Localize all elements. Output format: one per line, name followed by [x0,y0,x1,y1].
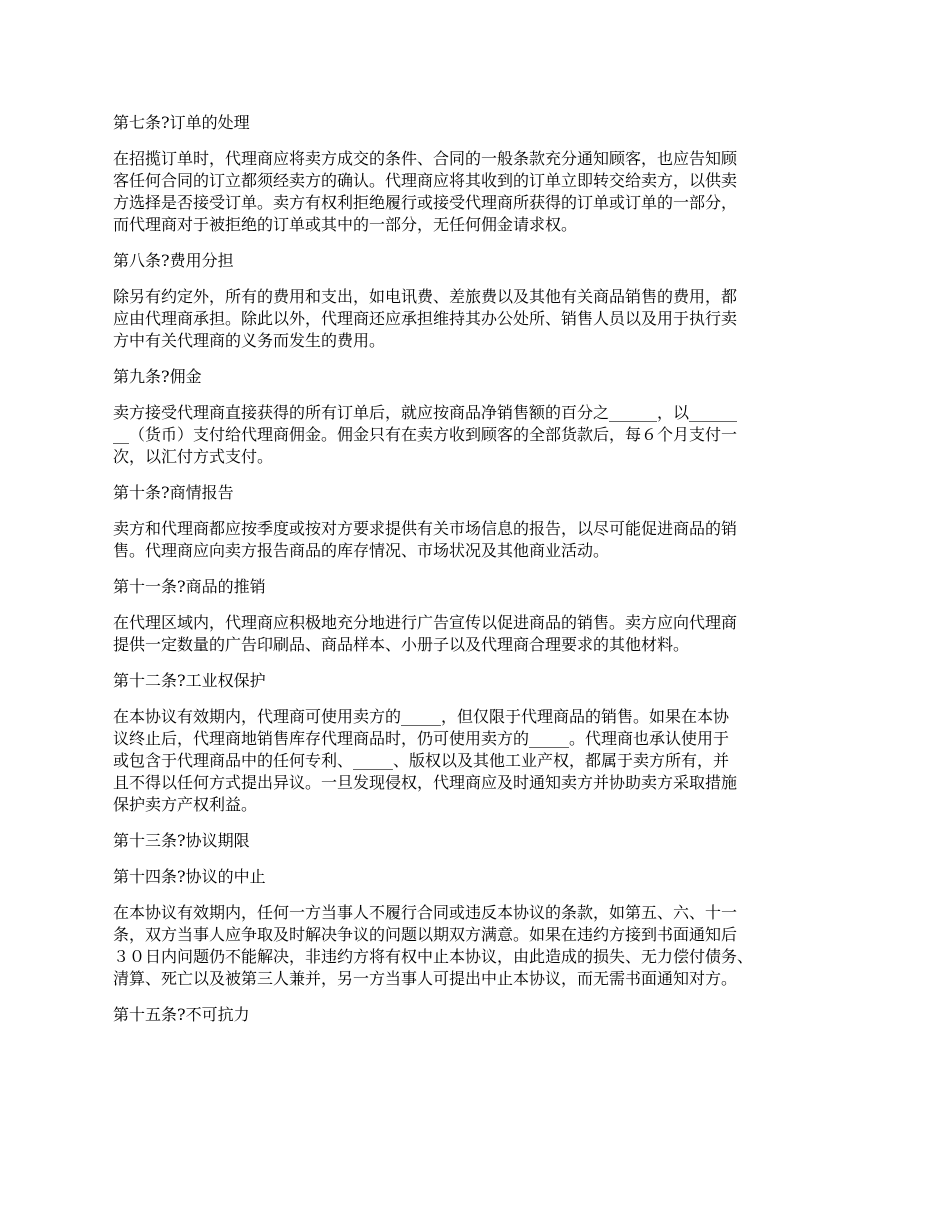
paragraph-line: 客任何合同的订立都须经卖方的确认。代理商应将其收到的订单立即转交给卖方，以供卖 [113,171,738,190]
section-heading: 第八条?费用分担 [113,251,234,270]
paragraph-line: 次，以汇付方式支付。 [113,447,274,466]
paragraph-line: 条，双方当事人应争取及时解决争议的问题以期双方满意。如果在违约方接到书面通知后 [113,925,738,944]
paragraph-line: 而代理商对于被拒绝的订单或其中的一部分，无任何佣金请求权。 [113,215,578,234]
paragraph-line: 且不得以任何方式提出异议。一旦发现侵权，代理商应及时通知卖方并协助卖方采取措施 [113,773,738,792]
section-10 [113,482,843,576]
section-heading: 第九条?佣金 [113,367,202,386]
section-12 [113,670,843,830]
section-15 [113,1004,843,1026]
paragraph-line: 卖方接受代理商直接获得的所有订单后，就应按商品净销售额的百分之______，以______ [113,403,738,422]
section-heading: 第十三条?协议期限 [113,831,250,850]
paragraph-line: 方中有关代理商的义务而发生的费用。 [113,331,386,350]
section-heading: 第十五条?不可抗力 [113,1005,250,1024]
paragraph-line: 在本协议有效期内，任何一方当事人不履行合同或违反本协议的条款，如第五、六、十一 [113,903,738,922]
paragraph-line: 提供一定数量的广告印刷品、商品样本、小册子以及代理商合理要求的其他材料。 [113,635,690,654]
section-heading: 第十一条?商品的推销 [113,577,266,596]
section-8 [113,250,843,366]
section-heading: 第十二条?工业权保护 [113,671,266,690]
paragraph-line: 议终止后，代理商地销售库存代理商品时，仍可使用卖方的_____。代理商也承认使用于 [113,729,730,748]
section-14 [113,866,843,1004]
paragraph-line: 保护卖方产权利益。 [113,795,258,814]
paragraph-line: 除另有约定外，所有的费用和支出，如电讯费、差旅费以及其他有关商品销售的费用，都 [113,287,738,306]
paragraph-line: 或包含于代理商品中的任何专利、_____、版权以及其他工业产权，都属于卖方所有，并 [113,751,730,770]
paragraph-line: ３０日内问题仍不能解决，非违约方将有权中止本协议，由此造成的损失、无力偿付债务、 [113,947,754,966]
paragraph-line: 方选择是否接受订单。卖方有权利拒绝履行或接受代理商所获得的订单或订单的一部分， [113,193,738,212]
paragraph-line: 在代理区域内，代理商应积极地充分地进行广告宣传以促进商品的销售。卖方应向代理商 [113,613,738,632]
paragraph-line: 卖方和代理商都应按季度或按对方要求提供有关市场信息的报告，以尽可能促进商品的销 [113,519,738,538]
section-heading: 第十条?商情报告 [113,483,234,502]
paragraph-line: 在招揽订单时，代理商应将卖方成交的条件、合同的一般条款充分通知顾客，也应告知顾 [113,149,738,168]
paragraph-line: __（货币）支付给代理商佣金。佣金只有在卖方收到顾客的全部货款后，每６个月支付一 [113,425,738,444]
paragraph-line: 应由代理商承担。除此以外，代理商还应承担维持其办公处所、销售人员以及用于执行卖 [113,309,738,328]
paragraph-line: 清算、死亡以及被第三人兼并，另一方当事人可提出中止本协议，而无需书面通知对方。 [113,969,738,988]
section-13 [113,830,843,866]
paragraph-line: 售。代理商应向卖方报告商品的库存情况、市场状况及其他商业活动。 [113,541,610,560]
section-7 [113,112,843,250]
section-11 [113,576,843,670]
document-page [113,112,843,1026]
section-heading: 第十四条?协议的中止 [113,867,266,886]
section-heading: 第七条?订单的处理 [113,113,250,132]
section-9 [113,366,843,482]
paragraph-line: 在本协议有效期内，代理商可使用卖方的_____，但仅限于代理商品的销售。如果在本协 [113,707,730,726]
